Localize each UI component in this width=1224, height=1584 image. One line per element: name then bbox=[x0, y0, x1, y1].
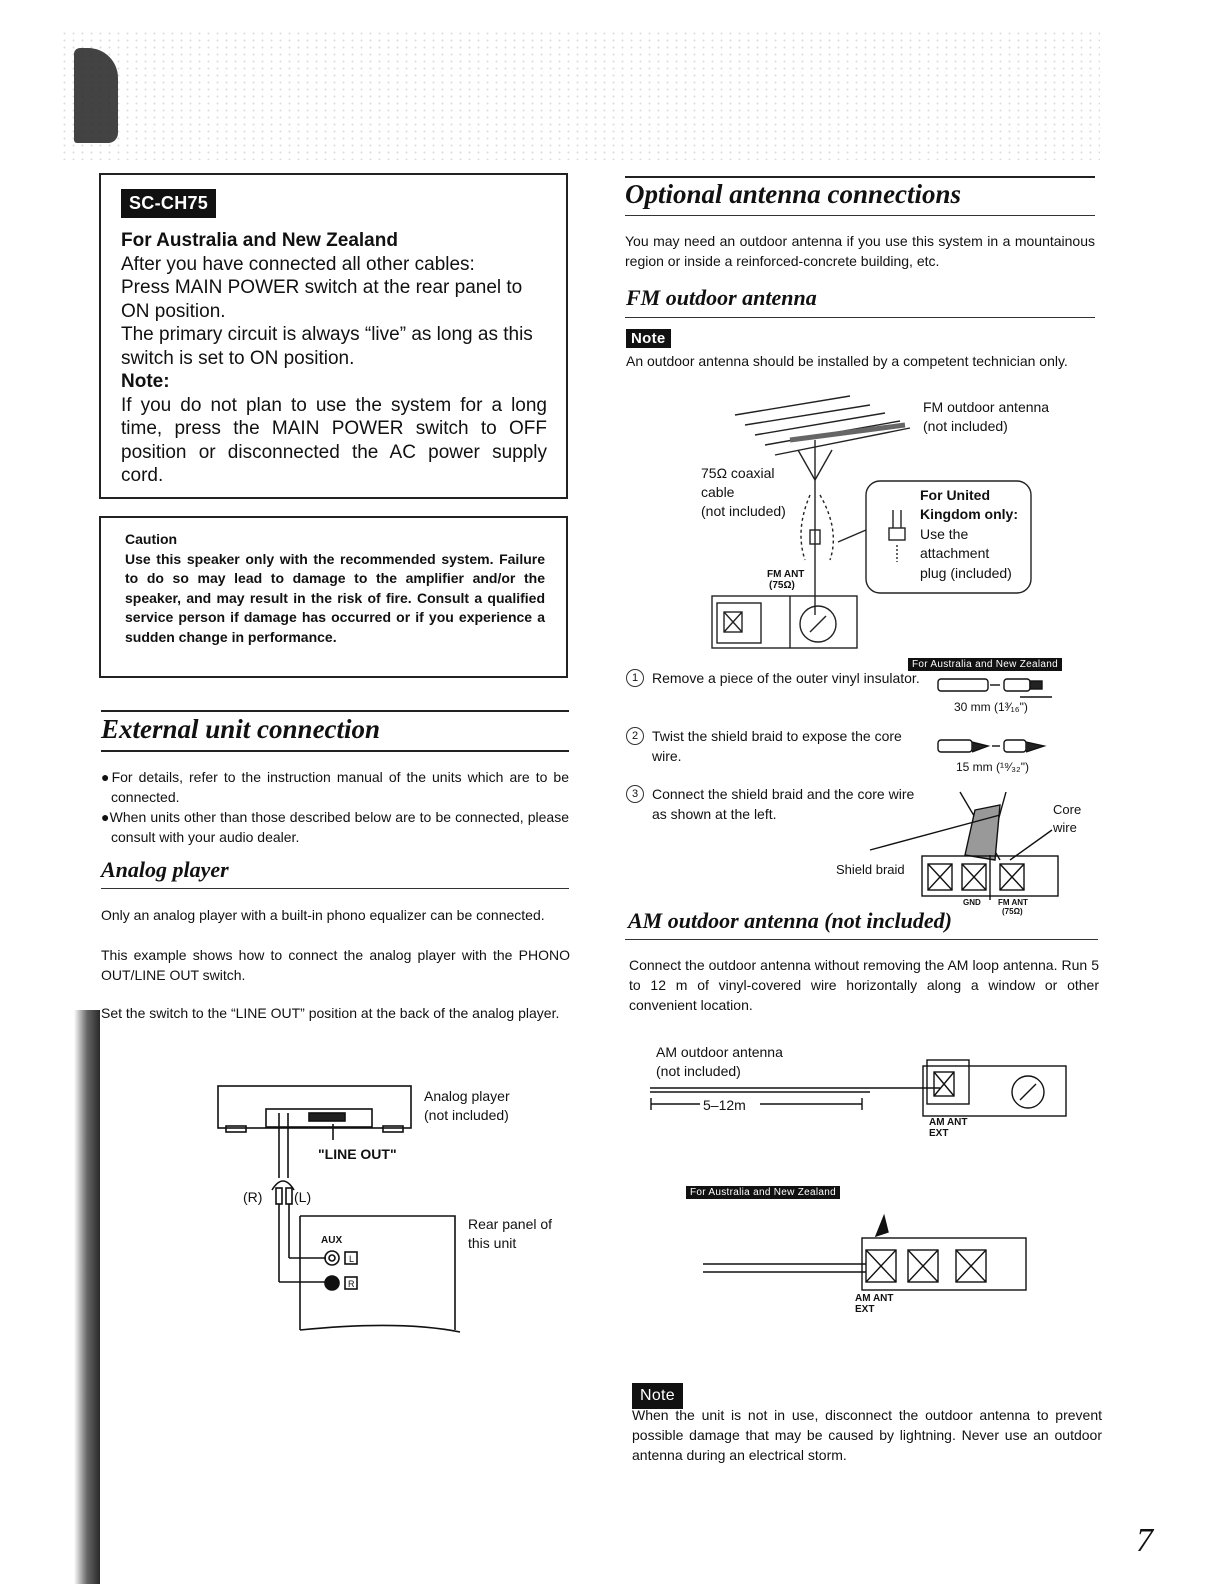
am-antenna-sub: (not included) bbox=[656, 1063, 741, 1079]
ext-label: EXT bbox=[929, 1128, 949, 1139]
caution-text: Use this speaker only with the recommended system. Failure to do so may lead to damage to the amplifier and/or the speaker, and may result in the risk of fire. Consult a qualified service person if damage has occurred or if you experience a sudden change in performance. bbox=[125, 550, 545, 645]
am-paragraph: Connect the outdoor antenna without removing the AM loop antenna. Run 5 to 12 m of vinyl-covered wire horizontally along a window or other convenient location. bbox=[629, 957, 1099, 1013]
core-label: wire bbox=[1053, 820, 1077, 835]
optional-intro: You may need an outdoor antenna if you use this system in a mountainous region or inside a reinforced-concrete building, etc. bbox=[625, 233, 1095, 269]
rear-panel-sub: this unit bbox=[468, 1235, 517, 1251]
page-number: 7 bbox=[1136, 1522, 1153, 1559]
analog-paragraph: Only an analog player with a built-in phono equalizer can be connected. bbox=[101, 907, 545, 923]
core-label: Core bbox=[1053, 802, 1082, 817]
fm-antenna-label: FM outdoor antenna bbox=[923, 399, 1050, 415]
bullet-item: ●For details, refer to the instruction manual of the units which are to be connected. bbox=[101, 769, 569, 805]
dimension-2: 15 mm (¹⁹⁄₃₂") bbox=[956, 760, 1029, 774]
analog-paragraph: This example shows how to connect the analog player with the PHONO OUT/LINE OUT switch. bbox=[101, 947, 570, 983]
step-text: Twist the shield braid to expose the core wire. bbox=[652, 728, 902, 764]
uk-text: plug (included) bbox=[920, 565, 1012, 581]
instruction-line: Press MAIN POWER switch at the rear panel to ON position. bbox=[121, 277, 523, 322]
fm-ant-label: FM ANT bbox=[767, 569, 805, 580]
am-ant-label: AM ANT bbox=[855, 1293, 894, 1304]
coax-label: 75Ω coaxial bbox=[701, 465, 775, 481]
fm-ohm-label: (75Ω) bbox=[769, 580, 795, 591]
note-badge: Note bbox=[626, 329, 671, 348]
fm-outdoor-title: FM outdoor antenna bbox=[626, 285, 817, 310]
dimension-1: 30 mm (1³⁄₁₆") bbox=[954, 700, 1028, 714]
region-badge: For Australia and New Zealand bbox=[908, 658, 1062, 671]
shield-braid-label: Shield braid bbox=[836, 862, 905, 877]
am-outdoor-title: AM outdoor antenna (not included) bbox=[628, 908, 952, 933]
rear-panel-label: Rear panel of bbox=[468, 1216, 553, 1232]
instruction-line: After you have connected all other cables: bbox=[121, 253, 475, 275]
step-text: Remove a piece of the outer vinyl insulator. bbox=[652, 670, 920, 686]
svg-text:R: R bbox=[348, 1279, 355, 1289]
uk-text: Use the bbox=[920, 526, 969, 542]
ext-label: EXT bbox=[855, 1304, 875, 1315]
fm-ant-label: FM ANT bbox=[998, 898, 1028, 907]
fm-ohm-label: (75Ω) bbox=[1002, 907, 1023, 916]
note-label: Note: bbox=[121, 371, 170, 392]
instruction-line: The primary circuit is always “live” as long as this switch is set to ON position. bbox=[121, 324, 533, 369]
uk-heading: For United bbox=[920, 487, 990, 503]
region-badge: For Australia and New Zealand bbox=[686, 1186, 840, 1199]
uk-text: attachment bbox=[920, 545, 990, 561]
optional-antenna-title: Optional antenna connections bbox=[625, 179, 962, 209]
gnd-label: GND bbox=[963, 898, 981, 907]
external-unit-title: External unit connection bbox=[101, 714, 381, 744]
region-heading: For Australia and New Zealand bbox=[121, 230, 398, 251]
fm-note-text: An outdoor antenna should be installed by a competent technician only. bbox=[626, 353, 1068, 369]
fm-antenna-sub: (not included) bbox=[923, 418, 1008, 434]
right-channel-label: (R) bbox=[243, 1189, 263, 1205]
uk-heading: Kingdom only: bbox=[920, 506, 1018, 522]
model-badge: SC-CH75 bbox=[121, 189, 216, 218]
left-channel-label: (L) bbox=[294, 1189, 312, 1205]
am-note-text: When the unit is not in use, disconnect the outdoor antenna to prevent possible damage that may be caused by lightning. Never use an outdoor antenna during an electrical storm. bbox=[632, 1407, 1102, 1463]
coax-label: (not included) bbox=[701, 503, 786, 519]
player-sub: (not included) bbox=[424, 1107, 509, 1123]
caution-title: Caution bbox=[125, 531, 178, 547]
player-label: Analog player bbox=[424, 1088, 510, 1104]
step-number: 1 bbox=[626, 669, 644, 687]
aux-label: AUX bbox=[321, 1235, 343, 1246]
coax-label: cable bbox=[701, 484, 735, 500]
note-text: If you do not plan to use the system for a long time, press the MAIN POWER switch to OFF position or disconnected the AC power supply cord. bbox=[121, 394, 547, 486]
svg-text:L: L bbox=[349, 1254, 355, 1264]
wire-length-label: 5–12m bbox=[703, 1097, 746, 1113]
am-antenna-label: AM outdoor antenna bbox=[656, 1044, 783, 1060]
step-number: 2 bbox=[626, 727, 644, 745]
analog-player-title: Analog player bbox=[101, 857, 229, 882]
step-text: Connect the shield braid and the core wire as shown at the left. bbox=[652, 786, 915, 822]
am-ant-label: AM ANT bbox=[929, 1117, 968, 1128]
line-out-label: "LINE OUT" bbox=[318, 1146, 397, 1162]
analog-paragraph: Set the switch to the “LINE OUT” position at the back of the analog player. bbox=[101, 1005, 560, 1021]
step-number: 3 bbox=[626, 785, 644, 803]
note-badge: Note bbox=[632, 1383, 683, 1409]
bullet-item: ●When units other than those described below are to be connected, please consult with your audio dealer. bbox=[101, 809, 569, 845]
